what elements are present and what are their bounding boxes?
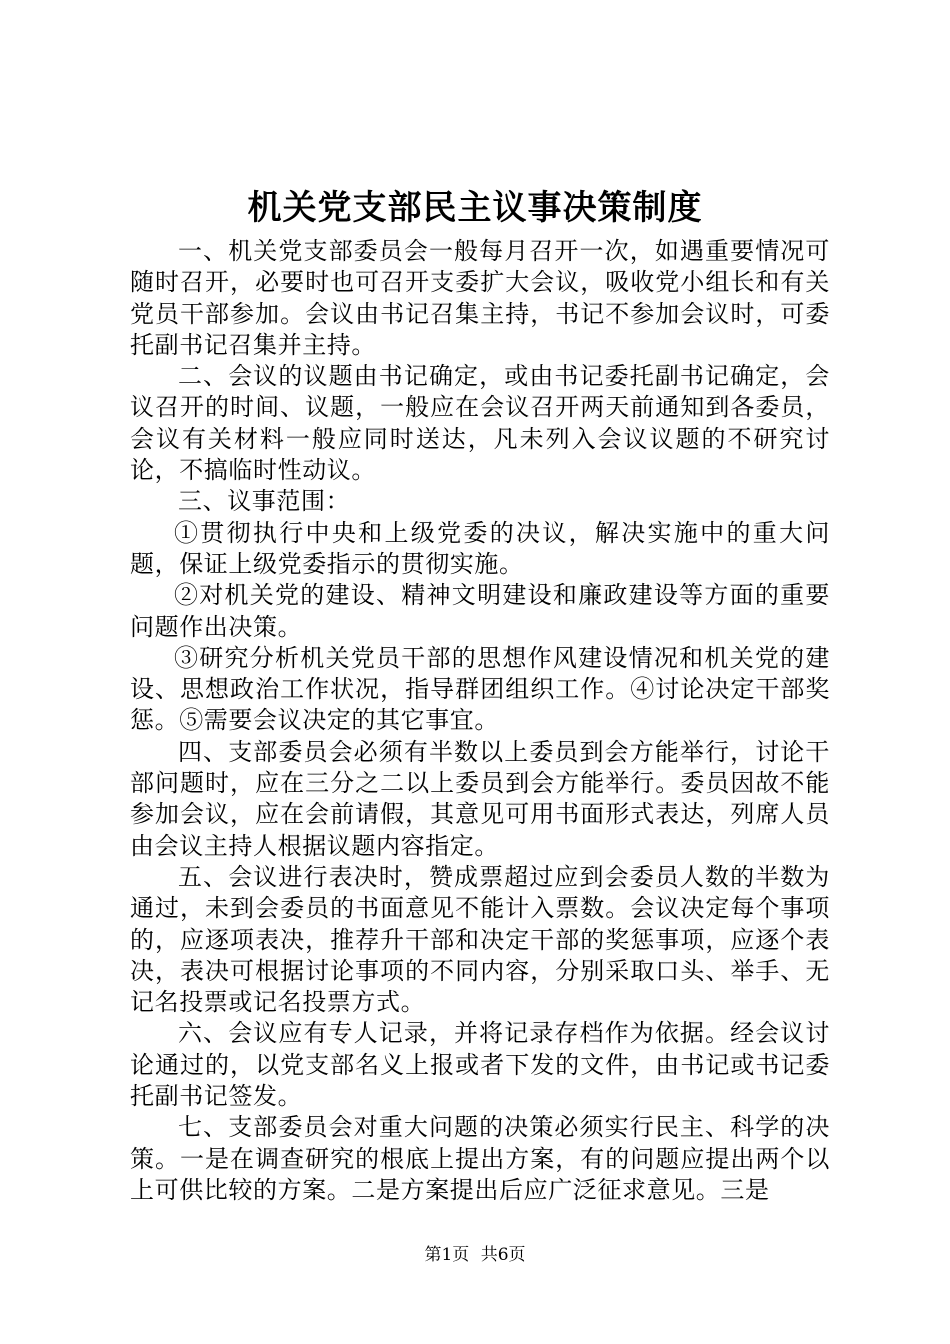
paragraph-1: 一、机关党支部委员会一般每月召开一次，如遇重要情况可随时召开，必要时也可召开支委扩大会议，吸收党小组长和有关党员干部参加。会议由书记召集主持，书记不参加会议时，可委托副书记召集并主持。 bbox=[130, 237, 830, 359]
document-body bbox=[130, 236, 830, 1206]
page-number: 第1页 bbox=[424, 1245, 470, 1265]
paragraph-4: 四、支部委员会必须有半数以上委员到会方能举行，讨论干部问题时，应在三分之二以上委员到会方能举行。委员因故不能参加会议，应在会前请假，其意见可用书面形式表达，列席人员由会议主持人根据议题内容指定。 bbox=[130, 737, 830, 860]
list-item-1: ①贯彻执行中央和上级党委的决议，解决实施中的重大问题，保证上级党委指示的贯彻实施。 bbox=[130, 518, 830, 578]
page-footer bbox=[0, 1243, 950, 1267]
paragraph-5: 五、会议进行表决时，赞成票超过应到会委员人数的半数为通过，未到会委员的书面意见不能计入票数。会议决定每个事项的，应逐项表决，推荐升干部和决定干部的奖惩事项，应逐个表决，表决可根据讨论事项的不同内容，分别采取口头、举手、无记名投票或记名投票方式。 bbox=[130, 862, 830, 1017]
paragraph-2: 二、会议的议题由书记确定，或由书记委托副书记确定，会议召开的时间、议题，一般应在会议召开两天前通知到各委员，会议有关材料一般应同时送达，凡未列入会议议题的不研究讨论，不搞临时性动议。 bbox=[130, 362, 830, 485]
paragraph-3: 三、议事范围： bbox=[178, 487, 351, 516]
paragraph-7: 七、支部委员会对重大问题的决策必须实行民主、科学的决策。一是在调查研究的根底上提出方案，有的问题应提出两个以上可供比较的方案。二是方案提出后应广泛征求意见。三是 bbox=[130, 1113, 830, 1204]
list-item-2: ②对机关党的建设、精神文明建设和廉政建设等方面的重要问题作出决策。 bbox=[130, 581, 830, 641]
page-total: 共6页 bbox=[480, 1245, 526, 1265]
document-title: 机关党支部民主议事决策制度 bbox=[247, 188, 703, 228]
paragraph-6: 六、会议应有专人记录，并将记录存档作为依据。经会议讨论通过的，以党支部名义上报或者下发的文件，由书记或书记委托副书记签发。 bbox=[130, 1019, 830, 1111]
list-item-3: ③研究分析机关党员干部的思想作风建设情况和机关党的建设、思想政治工作状况，指导群团组织工作。④讨论决定干部奖惩。⑤需要会议决定的其它事宜。 bbox=[130, 643, 830, 735]
